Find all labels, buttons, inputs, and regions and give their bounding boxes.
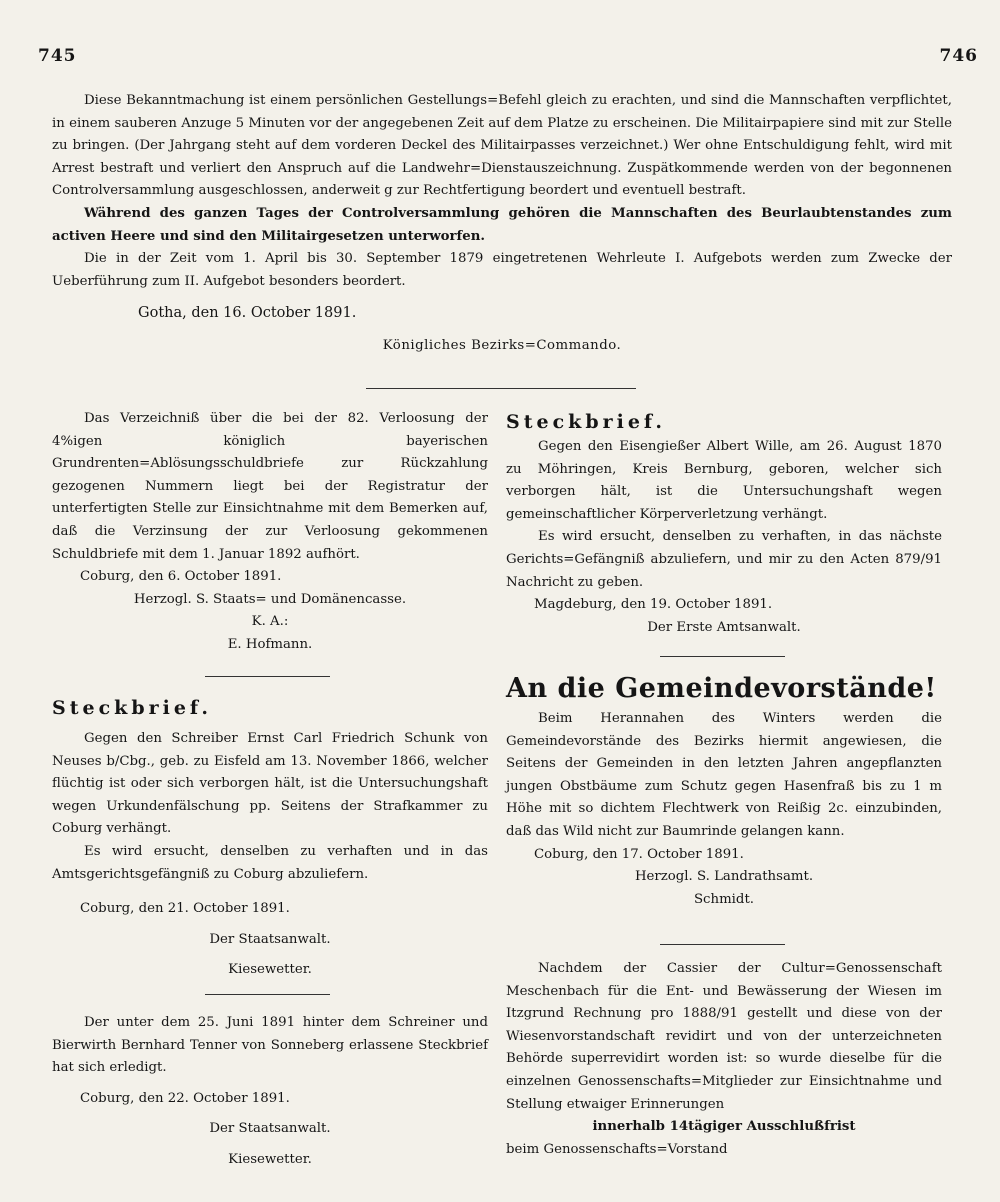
verloosung-date: Coburg, den 6. October 1891. [80,569,282,585]
steckbrief-left-date: Coburg, den 21. October 1891. [80,901,290,917]
top-notice [52,90,952,358]
right-column-gemeinde [506,670,942,911]
right-column-steckbrief [506,408,942,639]
page-number-left: 745 [38,46,77,66]
gemeinde-heading: An die Gemeindevorstände! [506,673,937,704]
top-place-date: Gotha, den 16. October 1891. [138,305,357,322]
steckbrief-left-text: Gegen den Schreiber Ernst Carl Friedrich Schunk von Neuses b/Cbg., geb. zu Eisfeld am 13. November 1866, welcher flüchtig ist oder sich verborgen hält, ist die Untersuchungshaft wegen Urkundenfälschung pp. Seitens der Strafkammer zu Coburg verhängt. [52,731,488,837]
gemeinde-text: Beim Herannahen des Winters werden die Gemeindevorstände des Bezirks hiermit angewiesen, die Seitens der Gemeinden in den letzten Jahren angepflanzten jungen Obstbäume zum Schutz gegen Hasenfraß bis zu 1 m Höhe mit so dichtem Flechtwerk von Reißig 2c. einzubinden, daß das Wild nicht zur Baumrinde gelangen kann. [506,711,942,839]
divider-right-1 [660,656,785,657]
gemeinde-date: Coburg, den 17. October 1891. [534,846,744,862]
top-paragraph-1: Diese Bekanntmachung ist einem persönlichen Gestellungs=Befehl gleich zu erachten, und sind die Mannschaften verpflichtet, in einem sauberen Anzuge 5 Minuten vor der angegebenen Zeit auf dem Platze zu erscheinen. Die Militairpapiere sind mit zur Stelle zu bringen. (Der Jahrgang steht auf dem vorderen Deckel des Militairpasses verzeichnet.) Wer ohne Entschuldigung fehlt, wird mit Arrest bestraft und verliert den Anspruch auf die Landwehr=Dienstauszeichnung. Zuspätkommende werden von der begonnenen Controlversammlung ausgeschlossen, anderweit g zur Rechtfertigung beordert und eventuell bestraft. [52,93,952,199]
verloosung-sig-3: E. Hofmann. [227,636,313,652]
right-column-cassier [506,958,942,1161]
steckbrief-left-text-2: Es wird ersucht, denselben zu verhaften und in das Amtsgerichtsgefängniß zu Coburg abzuliefern. [52,843,488,882]
top-paragraph-bold: Während des ganzen Tages der Controlversammlung gehören die Mannschaften des Beurlaubtenstandes zum activen Heere und sind den Militairgesetzen unterworfen. [52,205,952,244]
gemeinde-sig-1: Herzogl. S. Landrathsamt. [634,869,814,885]
erledigt-sig-2: Kiesewetter. [228,1151,312,1167]
erledigt-date: Coburg, den 22. October 1891. [80,1090,290,1106]
steckbrief-right-text-2: Es wird ersucht, denselben zu verhaften, in das nächste Gerichts=Gefängniß abzuliefern, und mir zu den Acten 879/91 Nachricht zu geben. [506,529,942,590]
top-paragraph-3: Die in der Zeit vom 1. April bis 30. September 1879 eingetretenen Wehrleute I. Aufgebots werden zum Zwecke der Ueberführung zum II. Aufgebot besonders beordert. [52,251,952,289]
left-column-steckbrief [52,694,488,982]
steckbrief-left-heading: Steckbrief. [52,697,213,719]
steckbrief-right-sig: Der Erste Amtsanwalt. [647,619,801,635]
left-column-notice-1 [52,408,488,657]
steckbrief-left-sig-1: Der Staatsanwalt. [209,931,331,947]
verloosung-text: Das Verzeichniß über die bei der 82. Verloosung der 4%igen königlich bayerischen Grundrenten=Ablösungsschuldbriefe zur Rückzahlung gezogenen Nummern liegt bei der Registratur der unterfertigten Stelle zur Einsichtnahme mit dem Bemerken auf, daß die Verzinsung der zur Verloosung gekommenen Schuldbriefe mit dem 1. Januar 1892 aufhört. [52,411,488,562]
top-authority: Königliches Bezirks=Commando. [382,337,622,353]
steckbrief-right-heading: Steckbrief. [506,411,667,433]
erledigt-text: Der unter dem 25. Juni 1891 hinter dem Schreiner und Bierwirth Bernhard Tenner von Sonneberg erlassene Steckbrief hat sich erledigt. [52,1015,488,1076]
divider-right-2 [660,944,785,945]
steckbrief-right-text: Gegen den Eisengießer Albert Wille, am 26. August 1870 zu Möhringen, Kreis Bernburg, geboren, welcher sich verborgen hält, ist die Untersuchungshaft wegen gemeinschaftlicher Körperverletzung verhängt. [506,439,942,522]
verloosung-sig-1: Herzogl. S. Staats= und Domänencasse. [133,591,407,607]
divider-top [366,388,636,389]
left-column-notice-3 [52,1012,488,1172]
cassier-text: Nachdem der Cassier der Cultur=Genossenschaft Meschenbach für die Ent- und Bewässerung der Wiesen im Itzgrund Rechnung pro 1888/91 gestellt und diese von der Wiesenvorstandschaft revidirt und von der unterzeichneten Behörde superrevidirt worden ist: so wurde dieselbe für die einzelnen Genossenschafts=Mitglieder zur Einsichtnahme und Stellung etwaiger Erinnerungen [506,961,942,1112]
erledigt-sig-1: Der Staatsanwalt. [209,1121,331,1137]
divider-left-1 [205,676,330,677]
steckbrief-right-date: Magdeburg, den 19. October 1891. [534,597,773,613]
divider-left-2 [205,994,330,995]
cassier-bold: innerhalb 14tägiger Ausschlußfrist [592,1119,856,1135]
page-number-right: 746 [939,46,978,66]
gemeinde-sig-2: Schmidt. [693,891,755,907]
steckbrief-left-sig-2: Kiesewetter. [228,962,312,978]
cassier-last: beim Genossenschafts=Vorstand [506,1141,728,1157]
verloosung-sig-2: K. A.: [251,614,289,630]
